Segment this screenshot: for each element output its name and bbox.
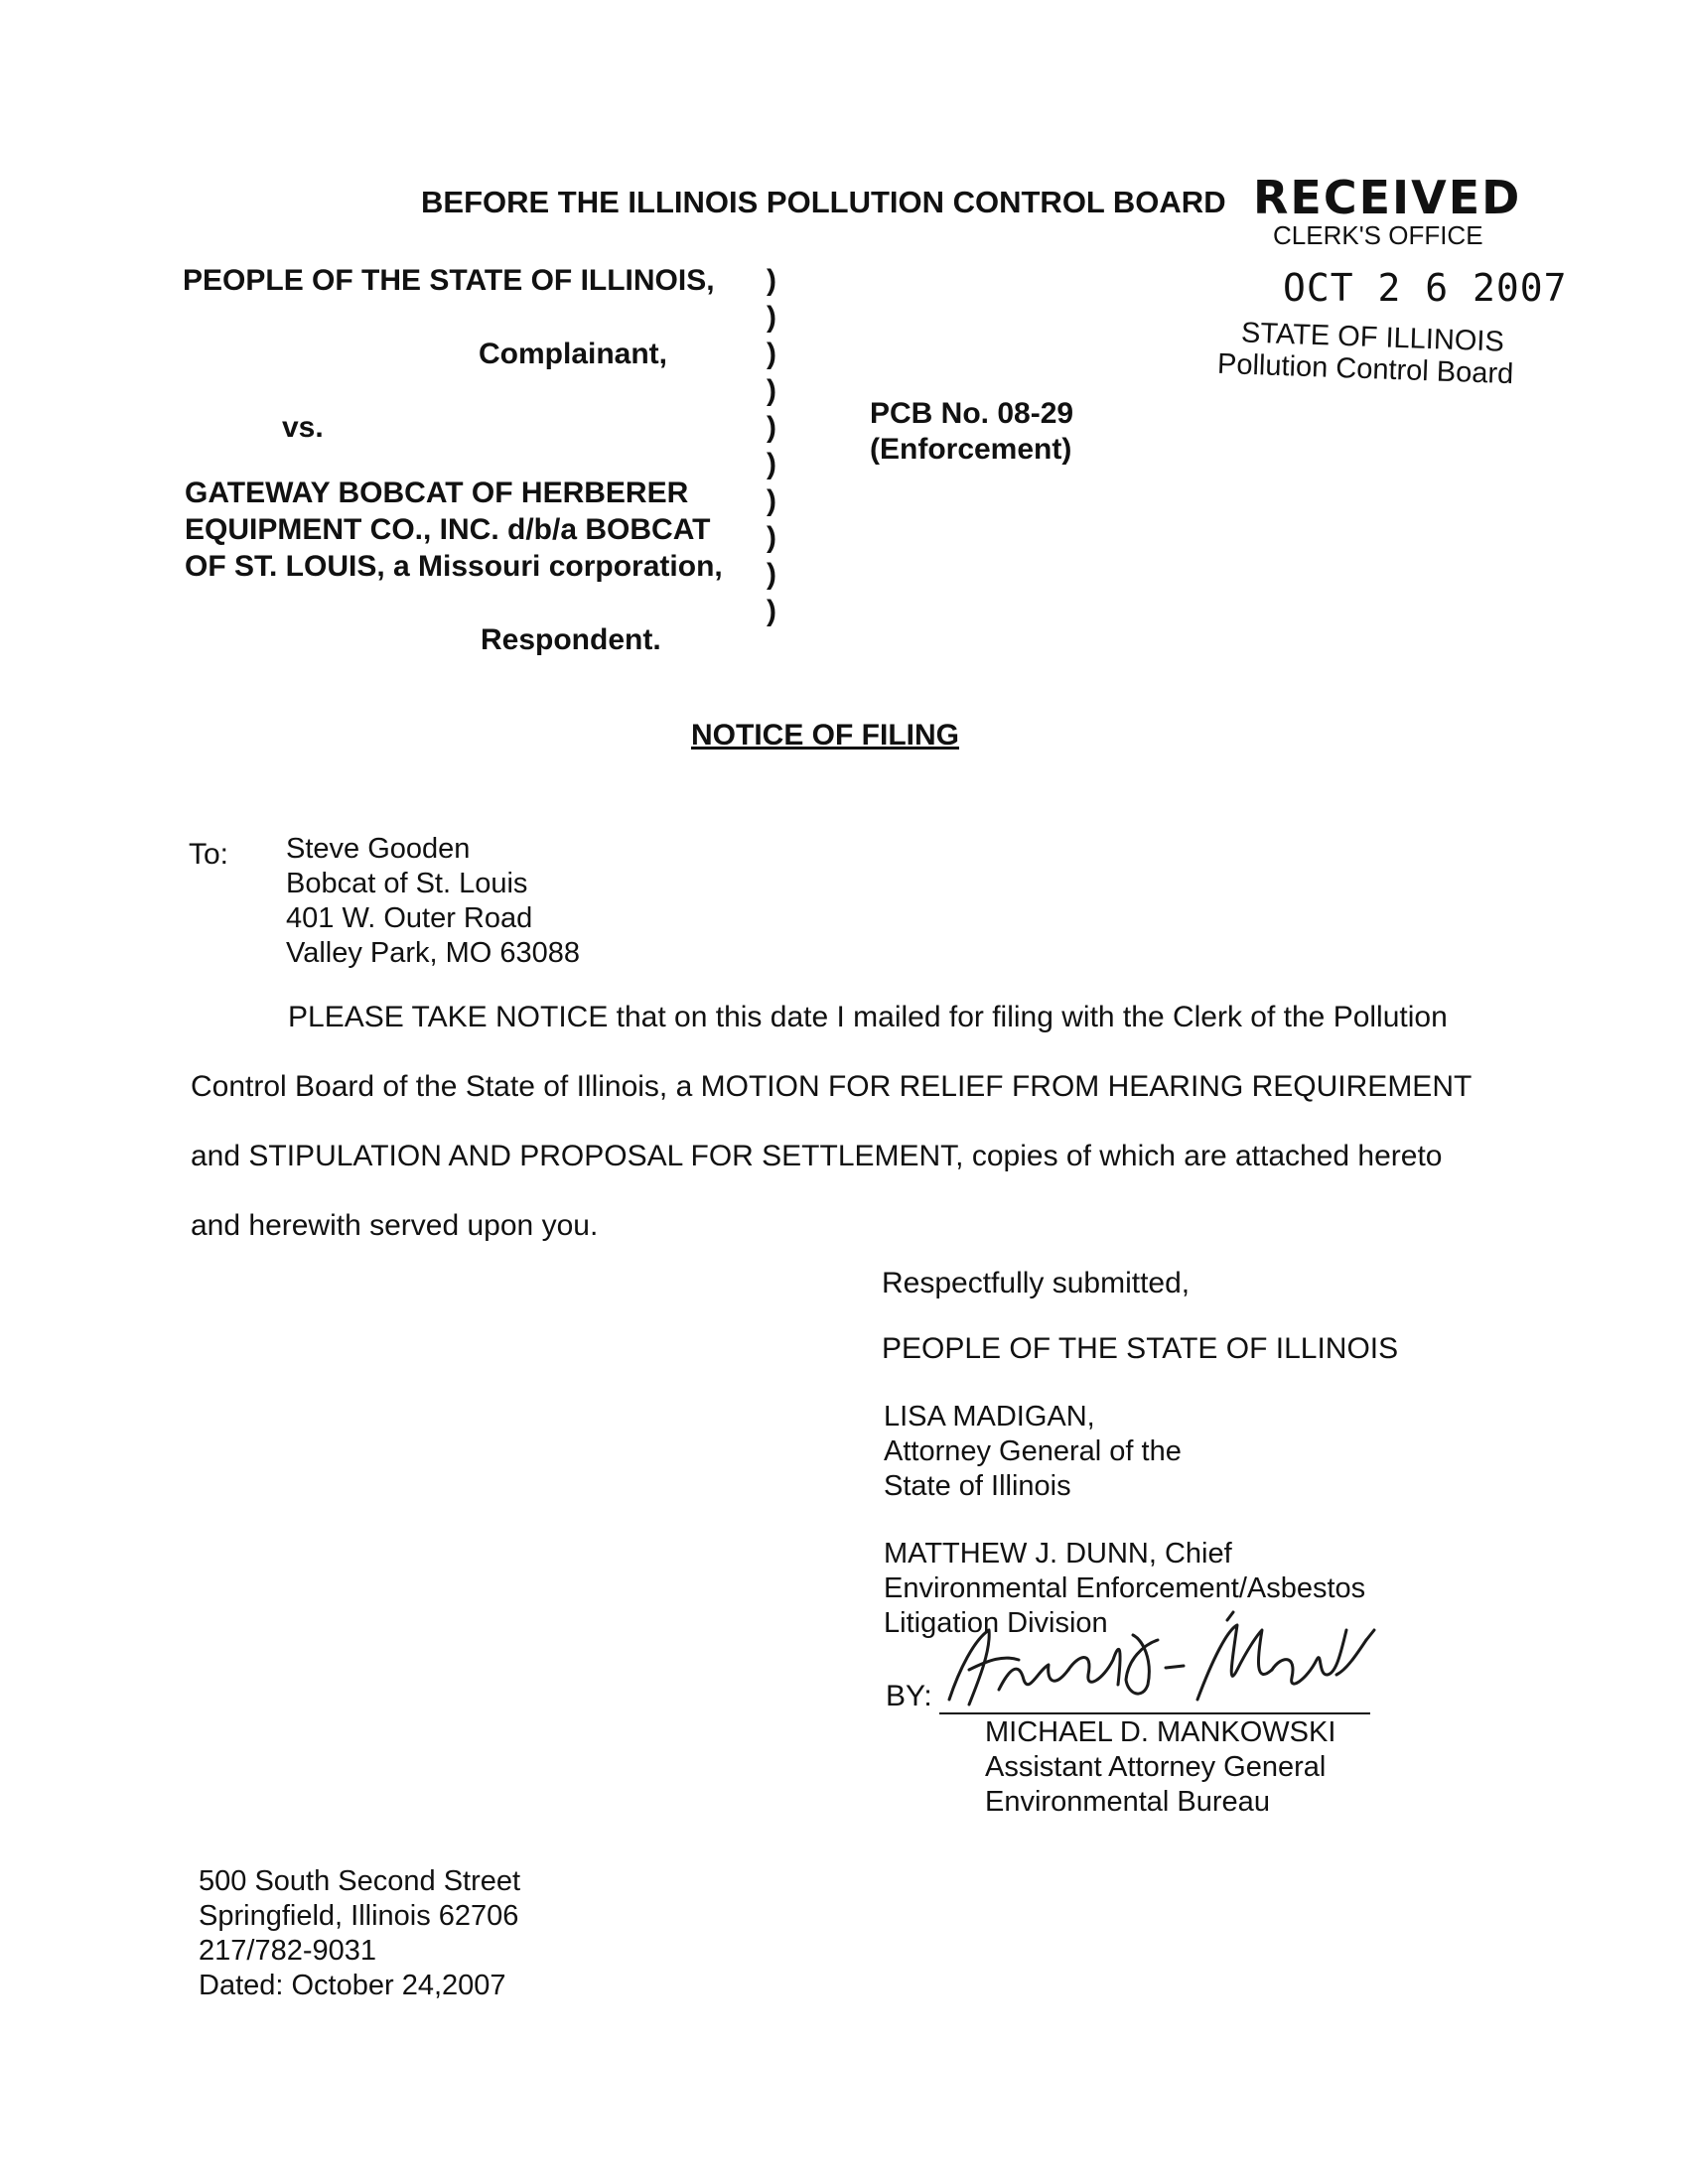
notice-title: NOTICE OF FILING xyxy=(691,719,959,751)
stamp-date: OCT 2 6 2007 xyxy=(1283,266,1568,310)
division-line: MATTHEW J. DUNN, Chief xyxy=(884,1538,1232,1570)
closing: Respectfully submitted, xyxy=(882,1267,1191,1299)
footer-line: Dated: October 24,2007 xyxy=(199,1970,506,2001)
paren: ) xyxy=(767,484,776,517)
paren: ) xyxy=(767,374,776,407)
case-number: PCB No. 08-29 xyxy=(870,397,1074,430)
respondent-line: OF ST. LOUIS, a Missouri corporation, xyxy=(185,550,723,583)
paren: ) xyxy=(767,338,776,370)
case-type: (Enforcement) xyxy=(870,433,1072,466)
to-label: To: xyxy=(189,838,229,871)
signature-line xyxy=(939,1712,1370,1714)
footer-line: Springfield, Illinois 62706 xyxy=(199,1900,519,1932)
notice-body-line: and STIPULATION AND PROPOSAL FOR SETTLEMENT, copies of which are attached hereto xyxy=(191,1140,1443,1172)
addressee-line: 401 W. Outer Road xyxy=(286,902,533,934)
court-heading: BEFORE THE ILLINOIS POLLUTION CONTROL BOARD xyxy=(421,185,1226,219)
signer-line: MICHAEL D. MANKOWSKI xyxy=(985,1716,1336,1748)
versus: vs. xyxy=(282,411,324,444)
paren: ) xyxy=(767,301,776,334)
paren: ) xyxy=(767,264,776,297)
signer-line: Environmental Bureau xyxy=(985,1786,1270,1818)
division-line: Litigation Division xyxy=(884,1607,1108,1639)
signer-line: Assistant Attorney General xyxy=(985,1751,1327,1783)
paren: ) xyxy=(767,558,776,591)
caption-parentheses xyxy=(767,262,776,629)
stamp-clerks-office: CLERK'S OFFICE xyxy=(1273,220,1483,250)
addressee-line: Valley Park, MO 63088 xyxy=(286,937,581,969)
addressee-line: Bobcat of St. Louis xyxy=(286,868,528,899)
paren: ) xyxy=(767,595,776,627)
attorney-general-block xyxy=(884,1400,1182,1504)
stamp-state: STATE OF ILLINOIS xyxy=(1240,317,1505,358)
complainant-role: Complainant, xyxy=(479,338,668,370)
signer-block xyxy=(985,1715,1335,1820)
respondent-role: Respondent. xyxy=(481,623,661,656)
stamp-board: Pollution Control Board xyxy=(1216,347,1514,391)
paren: ) xyxy=(767,521,776,554)
respondent-line: EQUIPMENT CO., INC. d/b/a BOBCAT xyxy=(185,513,711,546)
ag-line: State of Illinois xyxy=(884,1470,1071,1502)
ag-line: Attorney General of the xyxy=(884,1435,1182,1467)
division-line: Environmental Enforcement/Asbestos xyxy=(884,1572,1366,1604)
party-name: PEOPLE OF THE STATE OF ILLINOIS xyxy=(882,1332,1399,1365)
footer-line: 500 South Second Street xyxy=(199,1865,521,1897)
footer-line: 217/782-9031 xyxy=(199,1935,376,1967)
complainant-name: PEOPLE OF THE STATE OF ILLINOIS, xyxy=(183,264,715,297)
footer-address xyxy=(199,1864,520,2003)
respondent-line: GATEWAY BOBCAT OF HERBERER xyxy=(185,477,689,509)
respondent-name xyxy=(185,475,723,585)
addressee-block xyxy=(286,832,580,971)
by-label: BY: xyxy=(886,1680,932,1712)
ag-line: LISA MADIGAN, xyxy=(884,1401,1095,1433)
handwritten-signature xyxy=(929,1600,1386,1719)
paren: ) xyxy=(767,411,776,444)
addressee-line: Steve Gooden xyxy=(286,833,471,865)
notice-body-line: and herewith served upon you. xyxy=(191,1209,599,1242)
notice-body-line: Control Board of the State of Illinois, a MOTION FOR RELIEF FROM HEARING REQUIREMENT xyxy=(191,1070,1473,1103)
notice-body-line: PLEASE TAKE NOTICE that on this date I mailed for filing with the Clerk of the Pollution xyxy=(288,1001,1448,1033)
paren: ) xyxy=(767,448,776,480)
received-stamp: RECEIVED xyxy=(1253,171,1522,224)
